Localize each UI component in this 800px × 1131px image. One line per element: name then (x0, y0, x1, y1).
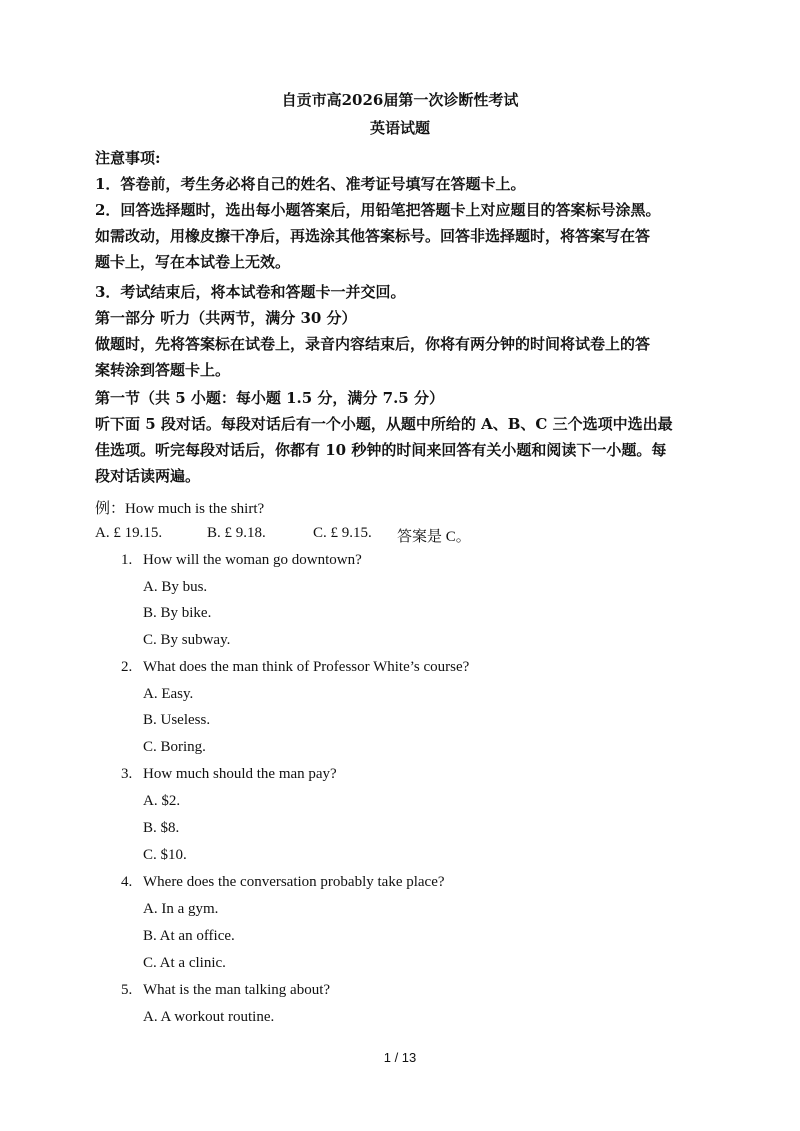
part1-heading: 第一部分 听力（共两节，满分 30 分） (95, 309, 357, 327)
answer-option: B. By bike. (143, 605, 212, 621)
question-number: 4. (121, 874, 133, 890)
exam-title: 自贡市高2026届第一次诊断性考试 (281, 91, 519, 109)
notice-line: 2．回答选择题时，选出每小题答案后，用铅笔把答题卡上对应题目的答案标号涂黑。 (95, 201, 661, 219)
answer-option: A. $2. (143, 793, 181, 809)
answer-option: C. Boring. (143, 739, 206, 755)
section1-instruction: 佳选项。听完每段对话后，你都有 10 秒钟的时间来回答有关小题和阅读下一小题。每 (95, 441, 667, 459)
part1-instruction: 案转涂到答题卡上。 (95, 361, 231, 379)
answer-option: C. At a clinic. (143, 955, 226, 971)
question-number: 2. (121, 659, 133, 675)
question-number: 5. (121, 982, 133, 998)
example-option: C. £ 9.15. (313, 525, 372, 541)
question-text: What is the man talking about? (143, 982, 331, 998)
answer-option: B. At an office. (143, 928, 235, 944)
answer-option: B. Useless. (143, 712, 211, 728)
section1-instruction: 听下面 5 段对话。每段对话后有一个小题，从题中所给的 A、B、C 三个选项中选出最 (95, 415, 673, 433)
answer-option: C. By subway. (143, 632, 231, 648)
notice-line: 如需改动，用橡皮擦干净后，再选涂其他答案标号。回答非选择题时，将答案写在答 (95, 227, 651, 245)
question-text: Where does the conversation probably take place? (143, 874, 445, 890)
notice-heading: 注意事项: (95, 149, 161, 167)
example-option: B. £ 9.18. (207, 525, 266, 541)
answer-option: A. By bus. (143, 579, 208, 595)
answer-option: A. Easy. (143, 686, 194, 702)
question-number: 3. (121, 766, 133, 782)
question-text: How much should the man pay? (143, 766, 337, 782)
notice-line: 题卡上，写在本试卷上无效。 (95, 253, 291, 271)
question-number: 1. (121, 552, 133, 568)
section1-instruction: 段对话读两遍。 (95, 467, 201, 485)
notice-line: 1．答卷前，考生务必将自己的姓名、准考证号填写在答题卡上。 (95, 175, 526, 193)
answer-option: A. In a gym. (143, 901, 219, 917)
part1-instruction: 做题时，先将答案标在试卷上，录音内容结束后，你将有两分钟的时间将试卷上的答 (95, 335, 651, 353)
answer-option: B. $8. (143, 820, 180, 836)
question-text: How will the woman go downtown? (143, 552, 362, 568)
notice-line: 3．考试结束后，将本试卷和答题卡一并交回。 (95, 283, 406, 301)
section1-heading: 第一节（共 5 小题：每小题 1.5 分，满分 7.5 分） (95, 389, 444, 407)
example-answer: 答案是 C。 (397, 529, 471, 545)
page-number: 1 / 13 (383, 1050, 417, 1065)
exam-subtitle: 英语试题 (369, 119, 430, 137)
question-text: What does the man think of Professor White’s course? (143, 659, 470, 675)
answer-option: C. $10. (143, 847, 187, 863)
answer-option: A. A workout routine. (143, 1009, 275, 1025)
example-question: 例：How much is the shirt? (95, 501, 265, 517)
example-option: A. £ 19.15. (95, 525, 163, 541)
